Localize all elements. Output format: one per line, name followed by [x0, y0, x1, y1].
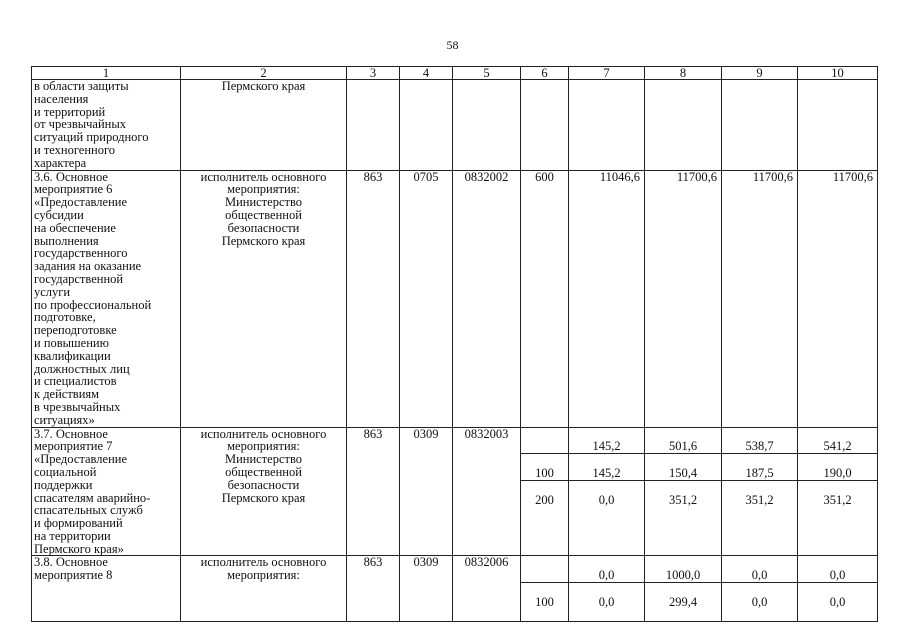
- value-col-10-cell: [798, 427, 878, 556]
- section-code: 0705: [400, 170, 453, 427]
- row-executor: исполнитель основного мероприятия: Министерство общественной безопасности Пермского края: [181, 170, 347, 427]
- value-col-8: 150,4: [645, 467, 722, 481]
- page-number: 58: [446, 38, 459, 52]
- header-col-10: 10: [798, 67, 878, 80]
- value-col-8: 501,6: [645, 440, 722, 454]
- empty-cell: [521, 80, 569, 171]
- empty-cell: [347, 80, 400, 171]
- value-col-10: 0,0: [798, 569, 878, 583]
- row-name: 3.7. Основное мероприятие 7 «Предоставление социальной поддержки спасателям аварийно- спасательных служб и формирований на территории Пермского края»: [32, 427, 181, 556]
- expense-type-code: 100: [535, 594, 554, 609]
- value-col-10: 11700,6: [798, 170, 878, 427]
- table-row-3-6: [32, 170, 878, 427]
- target-article-code: 0832003: [453, 427, 521, 556]
- value-col-9-cell: [722, 427, 798, 556]
- header-col-6: 6: [521, 67, 569, 80]
- grbs-code: 863: [347, 556, 400, 622]
- grbs-code: 863: [347, 170, 400, 427]
- section-code: 0309: [400, 427, 453, 556]
- value-col-7-cell: [569, 556, 645, 622]
- expense-type-code: 100: [521, 467, 569, 481]
- row-name: 3.8. Основное мероприятие 8: [32, 556, 181, 622]
- value-col-10: 190,0: [798, 467, 878, 481]
- row-executor: Пермского края: [181, 80, 347, 171]
- value-col-8: 351,2: [668, 492, 698, 507]
- value-col-9: 187,5: [722, 467, 798, 481]
- row-executor: исполнитель основного мероприятия: Министерство общественной безопасности Пермского края: [181, 427, 347, 556]
- budget-table: [31, 66, 878, 622]
- header-col-9: 9: [722, 67, 798, 80]
- header-col-3: 3: [347, 67, 400, 80]
- header-col-4: 4: [400, 67, 453, 80]
- value-col-9: 0,0: [722, 569, 798, 583]
- value-col-9: 538,7: [722, 440, 798, 454]
- value-col-8-cell: [645, 427, 722, 556]
- value-col-9: 351,2: [745, 492, 774, 507]
- row-executor: исполнитель основного мероприятия:: [181, 556, 347, 622]
- expense-type-code: [521, 440, 569, 454]
- table-row-3-8: [32, 556, 878, 622]
- expense-type-code: 600: [521, 170, 569, 427]
- expense-type-code: [521, 569, 569, 583]
- value-col-7: 0,0: [569, 569, 645, 583]
- grbs-code: 863: [347, 427, 400, 556]
- value-col-10: 0,0: [829, 594, 846, 609]
- section-code: 0309: [400, 556, 453, 622]
- header-col-2: 2: [181, 67, 347, 80]
- value-col-9: 0,0: [751, 594, 768, 609]
- value-col-7-cell: [569, 427, 645, 556]
- header-row: [32, 67, 878, 80]
- value-col-9-cell: [722, 556, 798, 622]
- header-col-5: 5: [453, 67, 521, 80]
- empty-cell: [569, 80, 645, 171]
- value-col-10-cell: [798, 556, 878, 622]
- value-col-7: 0,0: [598, 594, 615, 609]
- expense-type-code: 200: [535, 492, 554, 507]
- header-col-7: 7: [569, 67, 645, 80]
- empty-cell: [453, 80, 521, 171]
- empty-cell: [400, 80, 453, 171]
- value-col-10: 541,2: [798, 440, 878, 454]
- expense-type-cell: [521, 556, 569, 622]
- empty-cell: [798, 80, 878, 171]
- row-name: 3.6. Основное мероприятие 6 «Предоставление субсидии на обеспечение выполнения государственного задания на оказание государственной услуги по профессиональной подготовке, переподготовке и повышению квалификации должностных лиц и специалистов к действиям в чрезвычайных ситуациях»: [32, 170, 181, 427]
- value-col-8: 1000,0: [645, 569, 722, 583]
- empty-cell: [722, 80, 798, 171]
- table-row-continuation: [32, 80, 878, 171]
- value-col-8-cell: [645, 556, 722, 622]
- target-article-code: 0832006: [453, 556, 521, 622]
- value-col-9: 11700,6: [722, 170, 798, 427]
- header-col-1: 1: [32, 67, 181, 80]
- table-row-3-7: [32, 427, 878, 556]
- header-col-8: 8: [645, 67, 722, 80]
- expense-type-cell: [521, 427, 569, 556]
- target-article-code: 0832002: [453, 170, 521, 427]
- value-col-7: 11046,6: [569, 170, 645, 427]
- value-col-7: 145,2: [569, 467, 645, 481]
- value-col-7: 145,2: [569, 440, 645, 454]
- value-col-8: 299,4: [668, 594, 698, 609]
- value-col-7: 0,0: [598, 492, 615, 507]
- value-col-8: 11700,6: [645, 170, 722, 427]
- empty-cell: [645, 80, 722, 171]
- value-col-10: 351,2: [823, 492, 852, 507]
- row-name: в области защиты населения и территорий от чрезвычайных ситуаций природного и техногенного характера: [32, 80, 181, 171]
